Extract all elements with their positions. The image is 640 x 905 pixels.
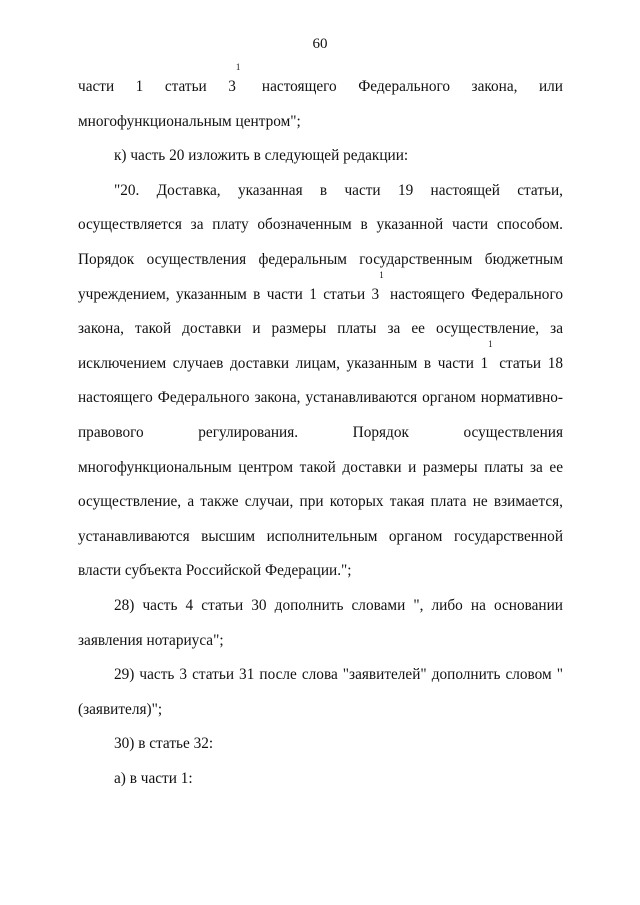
paragraph-continuation: части 1 статьи $3^1$ настоящего Федерального закона, или многофункциональным центром"; [78,62,563,130]
page-number: 60 [312,36,328,52]
paragraph-part-20: "20. Доставка, указанная в части 19 настоящей статьи, осуществляется за плату обозначенным в указанной части способом. Порядок осуществления федеральным государственным бюджетным учреждением, указанным в части 1 статьи $3^1$ настоящего Федерального закона, такой доставки и размеры платы за ее осуществление, за исключением случаев доставки лицам, указанным в части $1^1$ статьи 18 настоящего Федерального закона, устанавливаются органом нормативно-правового регулирования. Порядок осуществления многофункциональным центром такой доставки и размеры платы за ее осуществление, а также случаи, при которых такая плата не взимается, устанавливаются высшим исполнительным органом государственной власти субъекта Российской Федерации."; [78,181,564,580]
paragraph-item-a: а) в части 1: [114,769,193,787]
paragraph-item-28: 28) часть 4 статьи 30 дополнить словами ", либо на основании заявления нотариуса"; [78,596,563,649]
paragraph-item-29: 29) часть 3 статьи 31 после слова "заявителей" дополнить словом "(заявителя)"; [78,666,563,718]
paragraph-item-k: к) часть 20 изложить в следующей редакции: [114,147,409,165]
paragraph-item-30: 30) в статье 32: [114,735,214,753]
document-body [78,62,564,796]
